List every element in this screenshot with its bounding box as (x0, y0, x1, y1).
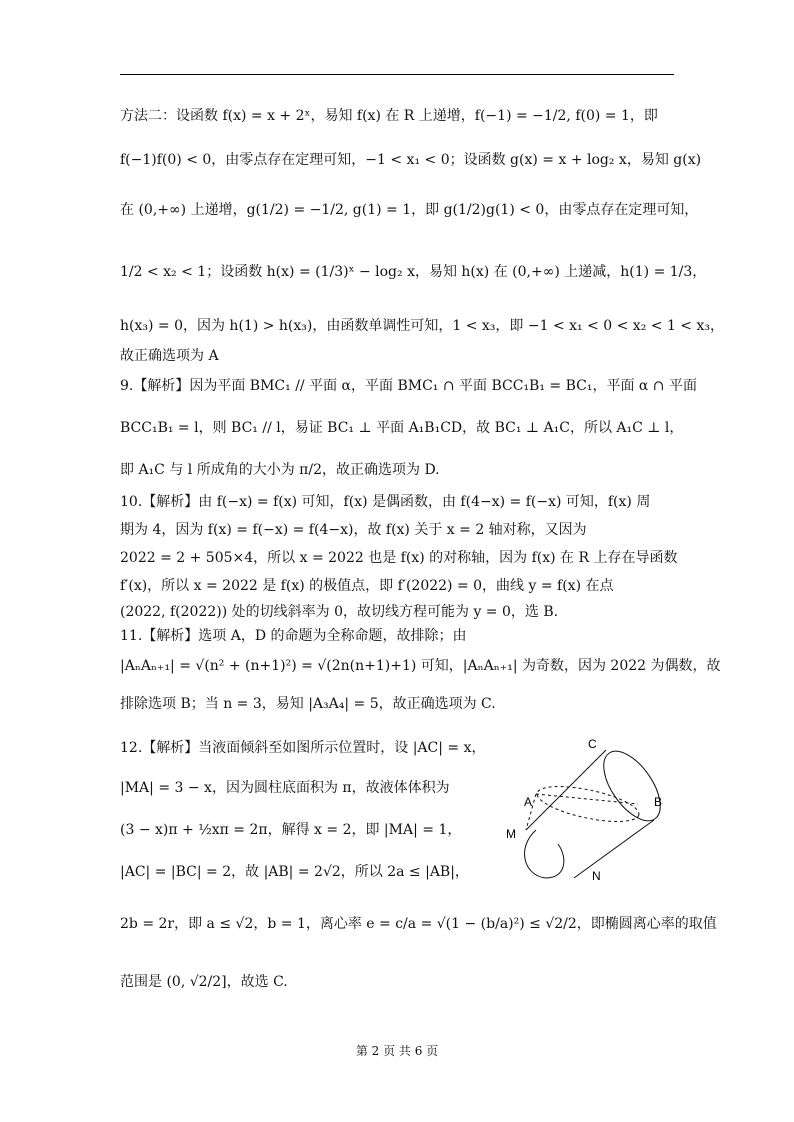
text-line-10: 10.【解析】由 f(−x) = f(x) 可知，f(x) 是偶函数，由 f(4−x) = f(−x) 可知，f(x) 周 (120, 494, 651, 510)
text-line-22: 2b = 2r，即 a ≤ √2，b = 1，离心率 e = c/a = √(1 − (b/a)²) ≤ √2/2，即椭圆离心率的取值 (120, 916, 717, 932)
text-line-6: 故正确选项为 A (120, 348, 219, 364)
cylinder-figure (496, 738, 676, 888)
label-c: C (588, 738, 597, 751)
text-line-13: f′(x)，所以 x = 2022 是 f(x) 的极值点，即 f′(2022) = 0，曲线 y = f(x) 在点 (120, 578, 614, 594)
header-rule (120, 74, 674, 75)
text-line-11: 期为 4，因为 f(x) = f(−x) = f(4−x)，故 f(x) 关于 x = 2 轴对称，又因为 (120, 522, 587, 538)
text-line-16: |AₙAₙ₊₁| = √(n² + (n+1)²) = √(2n(n+1)+1) 可知，|AₙAₙ₊₁| 为奇数，因为 2022 为偶数，故 (120, 658, 721, 674)
text-line-23: 范围是 (0, √2/2]，故选 C. (120, 974, 288, 990)
text-line-21: |AC| = |BC| = 2，故 |AB| = 2√2，所以 2a ≤ |AB|， (120, 864, 469, 880)
text-line-2: f(−1)f(0) < 0，由零点存在定理可知，−1 < x₁ < 0；设函数 g(x) = x + log₂ x，易知 g(x) (120, 152, 702, 168)
label-m: M (506, 827, 516, 841)
label-n: N (592, 869, 601, 883)
text-line-4: 1/2 < x₂ < 1；设函数 h(x) = (1/3)ˣ − log₂ x，易知 h(x) 在 (0,+∞) 上递减，h(1) = 1/3， (120, 264, 707, 280)
text-line-18: 12.【解析】当液面倾斜至如图所示位置时，设 |AC| = x， (120, 740, 486, 756)
text-line-9: 即 A₁C 与 l 所成角的大小为 π/2，故正确选项为 D. (120, 462, 440, 478)
label-b: B (654, 795, 663, 809)
page-footer: 第 2 页 共 6 页 (355, 1044, 439, 1058)
text-line-7: 9.【解析】因为平面 BMC₁ // 平面 α，平面 BMC₁ ∩ 平面 BCC₁B₁ = BC₁，平面 α ∩ 平面 (120, 378, 697, 394)
text-line-12: 2022 = 2 + 505×4，所以 x = 2022 也是 f(x) 的对称轴，因为 f(x) 在 R 上存在导函数 (120, 550, 678, 566)
text-line-20: (3 − x)π + ½xπ = 2π，解得 x = 2，即 |MA| = 1， (120, 822, 462, 838)
text-line-3: 在 (0,+∞) 上递增，g(1/2) = −1/2, g(1) = 1，即 g(1/2)g(1) < 0，由零点存在定理可知， (120, 202, 699, 218)
label-a: A (524, 795, 533, 809)
text-line-5: h(x₃) = 0，因为 h(1) > h(x₃)，由函数单调性可知，1 < x₃，即 −1 < x₁ < 0 < x₂ < 1 < x₃， (120, 318, 724, 334)
text-line-17: 排除选项 B；当 n = 3，易知 |A₃A₄| = 5，故正确选项为 C. (120, 696, 496, 712)
text-line-1: 方法二：设函数 f(x) = x + 2ˣ，易知 f(x) 在 R 上递增，f(−1) = −1/2, f(0) = 1，即 (120, 108, 658, 124)
text-line-15: 11.【解析】选项 A，D 的命题为全称命题，故排除；由 (120, 628, 467, 644)
text-line-19: |MA| = 3 − x，因为圆柱底面积为 π，故液体体积为 (120, 780, 450, 796)
text-line-8: BCC₁B₁ = l，则 BC₁ // l，易证 BC₁ ⊥ 平面 A₁B₁CD，故 BC₁ ⊥ A₁C，所以 A₁C ⊥ l， (120, 420, 684, 436)
text-line-14: (2022, f(2022)) 处的切线斜率为 0，故切线方程可能为 y = 0，选 B. (120, 604, 559, 620)
